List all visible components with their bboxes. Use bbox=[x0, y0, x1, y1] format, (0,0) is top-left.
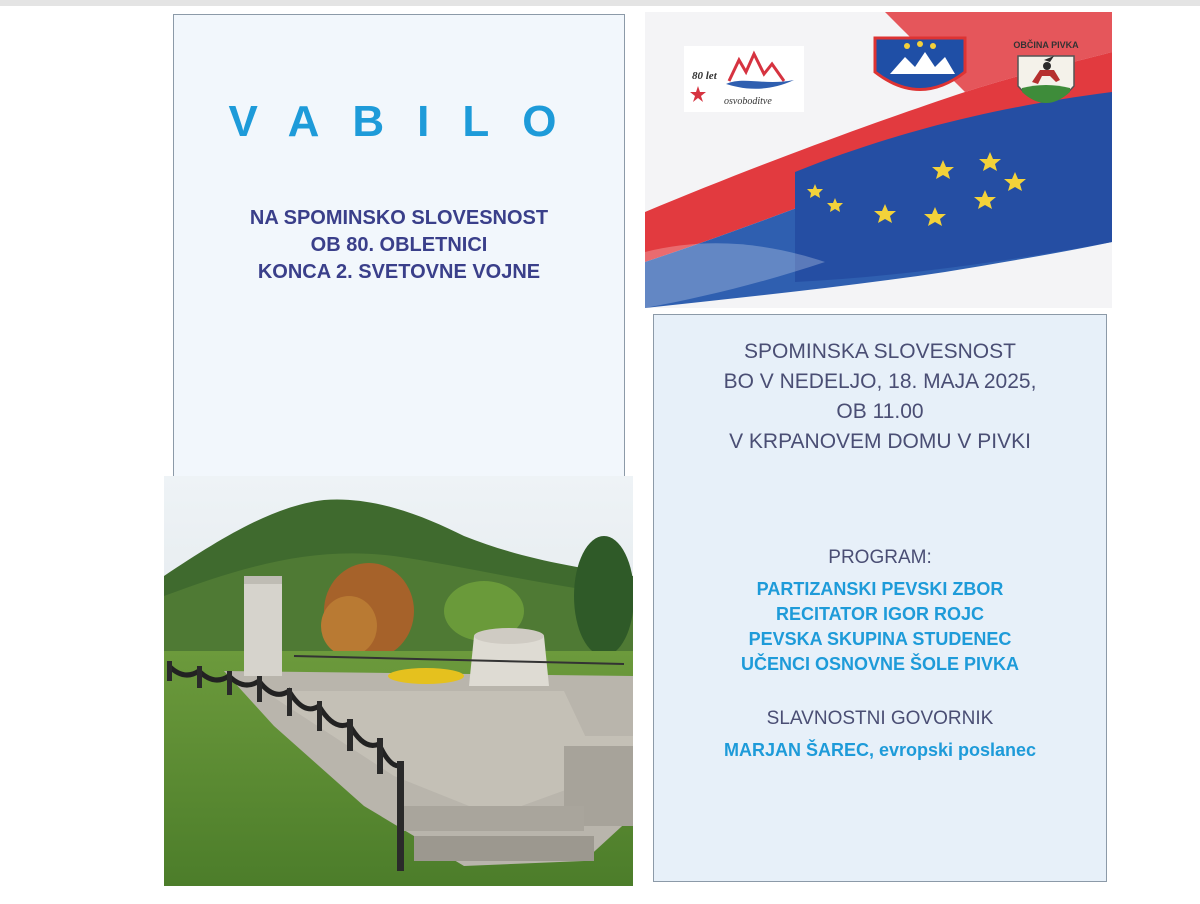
program-item: UČENCI OSNOVNE ŠOLE PIVKA bbox=[740, 654, 1020, 674]
program-item: PARTIZANSKI PEVSKI ZBOR bbox=[756, 579, 1004, 599]
obcina-pivka-crest-icon bbox=[1010, 52, 1082, 114]
anniversary-logo-icon bbox=[684, 46, 804, 112]
event-line: OB 11.00 bbox=[836, 400, 924, 423]
speaker-name: MARJAN ŠAREC, evropski poslanec bbox=[723, 740, 1037, 760]
subtitle-line: NA SPOMINSKO SLOVESNOST bbox=[249, 207, 549, 229]
invitation-subtitle bbox=[174, 205, 624, 286]
subtitle-line: KONCA 2. SVETOVNE VOJNE bbox=[257, 261, 541, 283]
logo-80-text: 80 let bbox=[692, 70, 717, 82]
event-details-panel bbox=[653, 314, 1107, 882]
80-let-osvoboditve-logo bbox=[684, 46, 804, 112]
memorial-photo bbox=[164, 476, 633, 886]
invitation-title: VABILO bbox=[228, 97, 590, 146]
municipality-name: OBČINA PIVKA bbox=[1013, 40, 1079, 50]
speaker-heading: SLAVNOSTNI GOVORNIK bbox=[766, 708, 994, 729]
memorial-park-image bbox=[164, 476, 633, 886]
subtitle-line: OB 80. OBLETNICI bbox=[310, 234, 488, 256]
top-border bbox=[0, 0, 1200, 6]
event-line: V KRPANOVEM DOMU V PIVKI bbox=[729, 430, 1031, 453]
event-info bbox=[654, 337, 1106, 457]
program-heading: PROGRAM: bbox=[828, 547, 932, 568]
logo-80-subtext: osvoboditve bbox=[724, 96, 772, 107]
municipality-crest bbox=[1010, 40, 1082, 112]
program-list bbox=[654, 577, 1106, 677]
program-item: RECITATOR IGOR ROJC bbox=[775, 604, 984, 624]
invitation-panel bbox=[173, 14, 625, 495]
program-item: PEVSKA SKUPINA STUDENEC bbox=[748, 629, 1012, 649]
event-line: SPOMINSKA SLOVESNOST bbox=[744, 340, 1016, 363]
event-line: BO V NEDELJO, 18. MAJA 2025, bbox=[723, 370, 1037, 393]
